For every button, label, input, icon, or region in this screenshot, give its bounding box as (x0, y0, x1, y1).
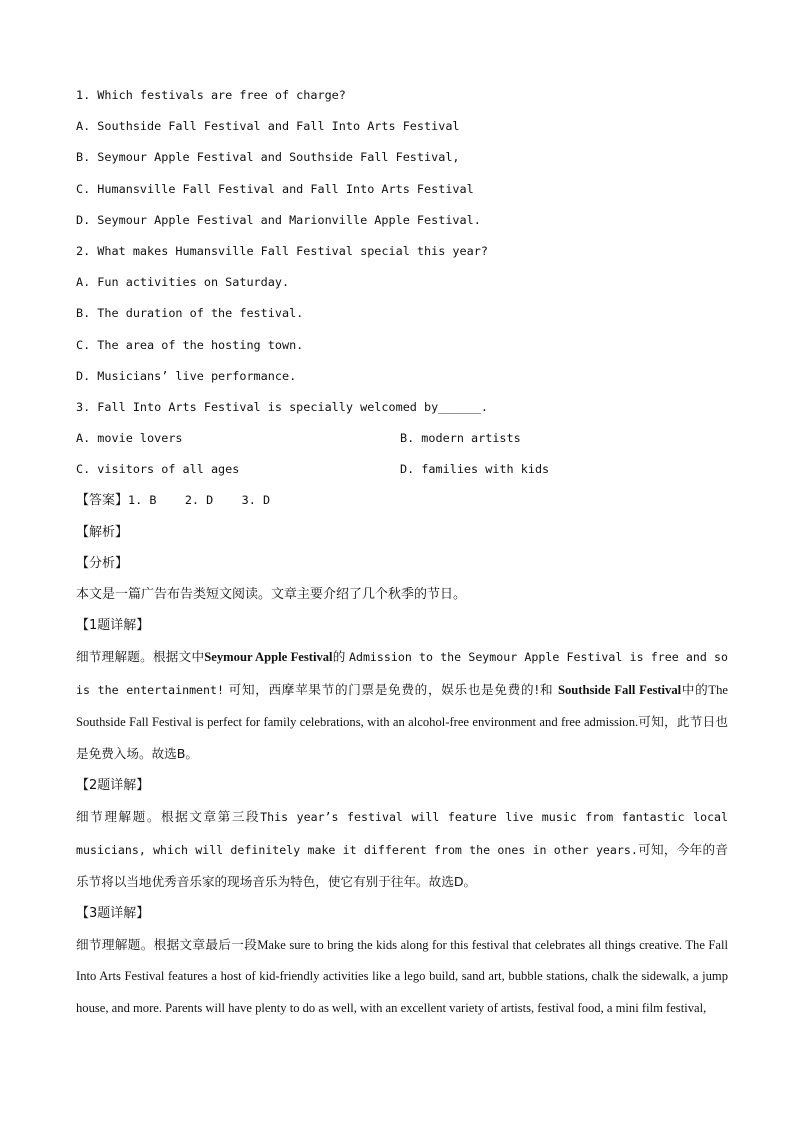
detail-1-heading: 【1题详解】 (76, 618, 150, 634)
detail-1-english-1: Admission to the Seymour Apple Festival is free and so is the entertainment! (76, 650, 729, 697)
detail-1-text-5: 可知，此节日也是免费入场。故选B。 (76, 713, 729, 761)
detail-2-english-1: This year’s festival will feature live music from fantastic local musicians, which will definitely make it different from the ones in other years. (76, 810, 729, 857)
answer-values: 1. B 2. D 3. D (128, 493, 271, 508)
jiexi-heading: 【解析】 (76, 524, 129, 540)
detail-2-text-1: 细节理解题。根据文章第三段 (76, 809, 261, 825)
detail-3-heading: 【3题详解】 (76, 905, 150, 921)
question-2-option-d: D. Musicians’ live performance. (76, 368, 297, 383)
question-2-option-b: B. The duration of the festival. (76, 306, 304, 321)
question-2-option-c: C. The area of the hosting town. (76, 337, 304, 352)
document-page (76, 80, 728, 1024)
detail-3-paragraph (76, 929, 728, 1024)
question-1-stem: 1. Which festivals are free of charge? (76, 88, 346, 102)
question-1-option-d: D. Seymour Apple Festival and Marionville Apple Festival. (76, 212, 481, 227)
detail-2-text-2: 可知，今年的音乐节将以当地优秀音乐家的现场音乐为特色，使它有别于往年。故选D。 (76, 841, 729, 889)
detail-1-paragraph (76, 641, 728, 770)
answer-line (76, 485, 728, 516)
question-3-option-b: B. modern artists (400, 431, 521, 446)
detail-1-text-4: 中的 (681, 681, 709, 697)
question-3-option-d: D. families with kids (400, 462, 550, 477)
fenxi-heading: 【分析】 (76, 555, 129, 571)
detail-3-english-1: Make sure to bring the kids along for this festival that celebrates all things creative. The Fall Into Arts Festival features a host of kid-friendly activities like a lego build, sand art, bubble stations, chalk the sidewalk, a jump house, and more. Parents will have plenty to do as well, with an excellent variety of artists, festival food, a mini film festival, (76, 938, 729, 1015)
question-3-option-c: C. visitors of all ages (76, 462, 240, 477)
question-3-options-row-1 (76, 423, 728, 454)
question-1-option-c: C. Humansville Fall Festival and Fall Into Arts Festival (76, 181, 474, 196)
detail-1-text-2: 的 (332, 649, 346, 665)
detail-1-english-2: The Southside Fall Festival is perfect for family celebrations, with an alcohol-free environment and free admission. (76, 682, 729, 729)
detail-1-text-3: 可知，西摩苹果节的门票是免费的，娱乐也是免费的!和 (223, 681, 558, 697)
detail-2-paragraph (76, 801, 728, 898)
question-2-stem: 2. What makes Humansville Fall Festival special this year? (76, 243, 488, 258)
detail-1-bold-1: Seymour Apple Festival (204, 650, 333, 665)
detail-2-heading: 【2题详解】 (76, 778, 150, 794)
question-3-options-row-2 (76, 454, 728, 485)
question-1-option-a: A. Southside Fall Festival and Fall Into Arts Festival (76, 119, 460, 134)
detail-1-text-1: 细节理解题。根据文中 (76, 649, 205, 665)
question-3-option-a: A. movie lovers (76, 431, 183, 446)
detail-3-text-1: 细节理解题。根据文章最后一段 (76, 937, 258, 953)
question-1-option-b: B. Seymour Apple Festival and Southside Fall Festival, (76, 150, 460, 165)
question-2-option-a: A. Fun activities on Saturday. (76, 275, 290, 290)
analysis-summary: 本文是一篇广告布告类短文阅读。文章主要介绍了几个秋季的节日。 (76, 587, 467, 602)
answer-label: 【答案】 (76, 493, 129, 509)
question-3-stem: 3. Fall Into Arts Festival is specially welcomed by______. (76, 399, 488, 414)
detail-1-bold-2: Southside Fall Festival (558, 682, 682, 697)
